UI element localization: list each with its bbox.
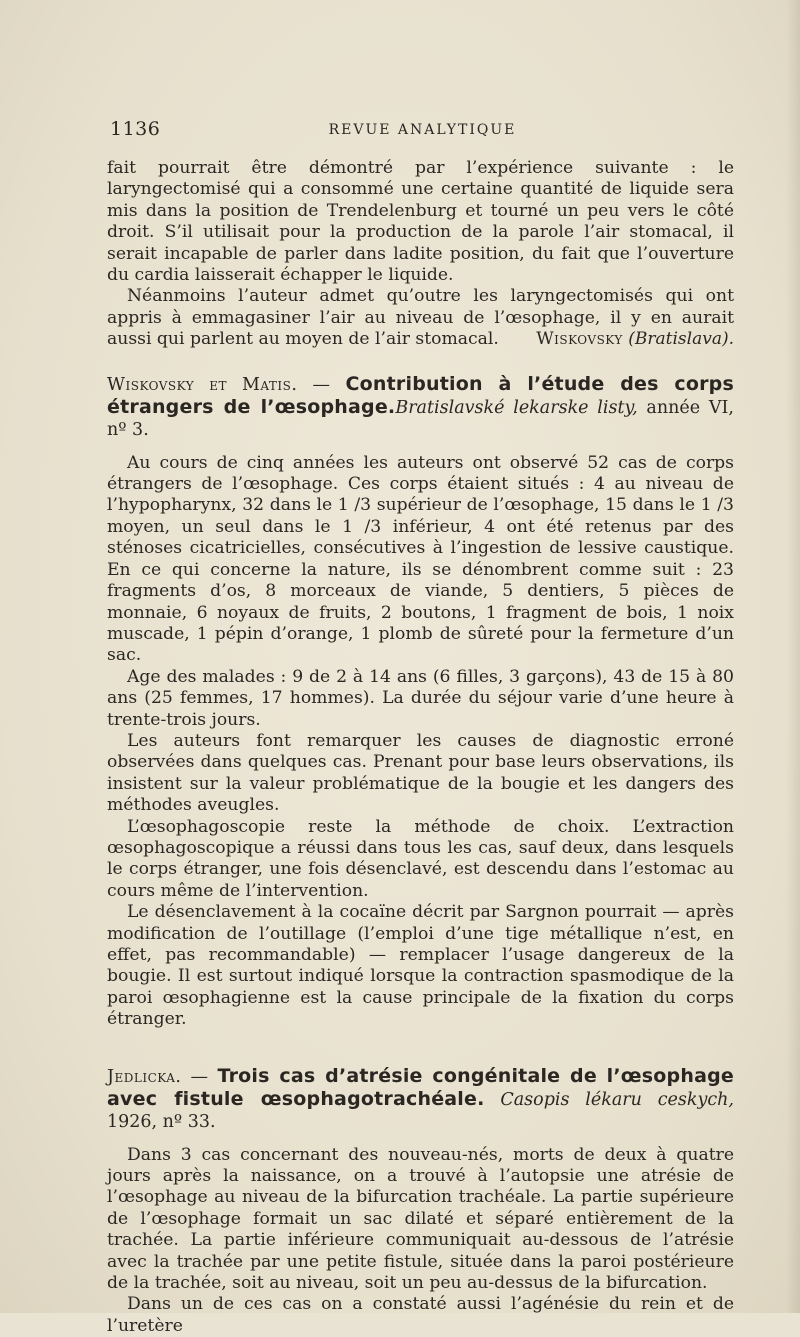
article-paragraph: Au cours de cinq années les auteurs ont observé 52 cas de corps étrangers de l’œsophage. Ces corps étaient situés : 4 au niveau de l’hypopharynx, 32 dans le 1 /3 supérieur de l’œsophage, 15 dans le 1 /3 moyen, un seul dans le 1 /3 inférieur, 4 ont été retenus par des sténoses cicatricielles, consécutives à l’ingestion de lessive caustique. En ce qui concerne la nature, ils se dénombrent comme suit : 23 fragments d’os, 8 morceaux de viande, 5 dentiers, 5 pièces de monnaie, 6 noyaux de fruits, 2 boutons, 1 fragment de bois, 1 noix muscade, 1 pépin d’orange, 1 plomb de sûreté pour la fermeture d’un sac. [107, 452, 734, 666]
page-body [107, 158, 734, 1337]
continued-paragraph: fait pourrait être démontré par l’expérience suivante : le laryngectomisé qui a consommé une certaine quantité de liquide sera mis dans la position de Trendelenburg et tourné un peu vers le côté droit. S’il utilisait pour la production de la parole l’air stomacal, il serait incapable de parler dans ladite position, du fait que l’ouverture du cardia laisserait échapper le liquide. [107, 158, 734, 286]
page-number: 1136 [110, 118, 161, 140]
article-heading-jedlicka [107, 1065, 734, 1133]
article-details: 1926, nº 33. [107, 1111, 216, 1132]
article-paragraph: Le désenclavement à la cocaïne décrit par Sargnon pourrait — après modification de l’outillage (l’emploi d’une tige métallique n’est, en effet, pas recommandable) — remplacer l’usage dangereux de la bougie. Il est surtout indiqué lorsque la contraction spasmodique de la paroi œsophagienne est la cause principale de la fixation du corps étranger. [107, 902, 734, 1030]
article-title: Trois cas d’atrésie congénitale de l’œsophage avec fistule œsophagotrachéale. [107, 1064, 734, 1110]
article-journal: Bratislavské lekarske listy, [395, 397, 638, 418]
signature-city: (Bratislava). [628, 329, 734, 350]
article-title: Contribution à l’étude des corps étrangers de l’œsophage. [107, 372, 734, 418]
article-journal: Casopis lékaru ceskych, [500, 1089, 734, 1110]
article-paragraph: Age des malades : 9 de 2 à 14 ans (6 filles, 3 garçons), 43 de 15 à 80 ans (25 femmes, 17 hommes). La durée du séjour varie d’une heure à trente-trois jours. [107, 666, 734, 730]
article-paragraph: Dans un de ces cas on a constaté aussi l’agénésie du rein et de l’uretère [107, 1294, 734, 1336]
running-head [110, 118, 735, 148]
page-edge-shadow [786, 0, 800, 1313]
article-authors: Jedlicka. — [107, 1066, 218, 1087]
paragraph-neanmoins: Néanmoins l’auteur admet qu’outre les laryngectomisés qui ont appris à emmagasiner l’air au niveau de l’œsophage, il y en aurait aussi qui parlent au moyen de l’air stomacal. [107, 286, 734, 350]
article-paragraph: L’œsophagoscopie reste la méthode de choix. L’extraction œsophagoscopique a réussi dans tous les cas, sauf deux, dans lesquels le corps étranger, une fois désenclavé, est descendu dans l’estomac au cours même de l’intervention. [107, 816, 734, 901]
article-paragraph: Les auteurs font remarquer les causes de diagnostic erroné observées dans quelques cas. Prenant pour base leurs observations, ils insistent sur la valeur problématique de la bougie et les dangers des méthodes aveugles. [107, 730, 734, 816]
article-paragraph: Dans 3 cas concernant des nouveau-nés, morts de deux à quatre jours après la naissance, on a trouvé à l’autopsie une atrésie de l’œsophage au niveau de la bifurcation trachéale. La partie supérieure de l’œsophage formait un sac dilaté et séparé entièrement de la trachée. La partie inférieure communiquait au-dessous de l’atrésie avec la trachée par une petite fistule, située dans la paroi postérieure de la trachée, soit au niveau, soit un peu au-dessus de la bifurcation. [107, 1144, 734, 1294]
article-authors: Wiskovsky et Matis. — [107, 374, 346, 395]
signature-name: Wiskovsky [536, 329, 623, 350]
article-heading-wiskovsky [107, 373, 734, 441]
journal-title: REVUE ANALYTIQUE [328, 122, 517, 138]
article-details: année VI, nº 3. [107, 397, 734, 440]
